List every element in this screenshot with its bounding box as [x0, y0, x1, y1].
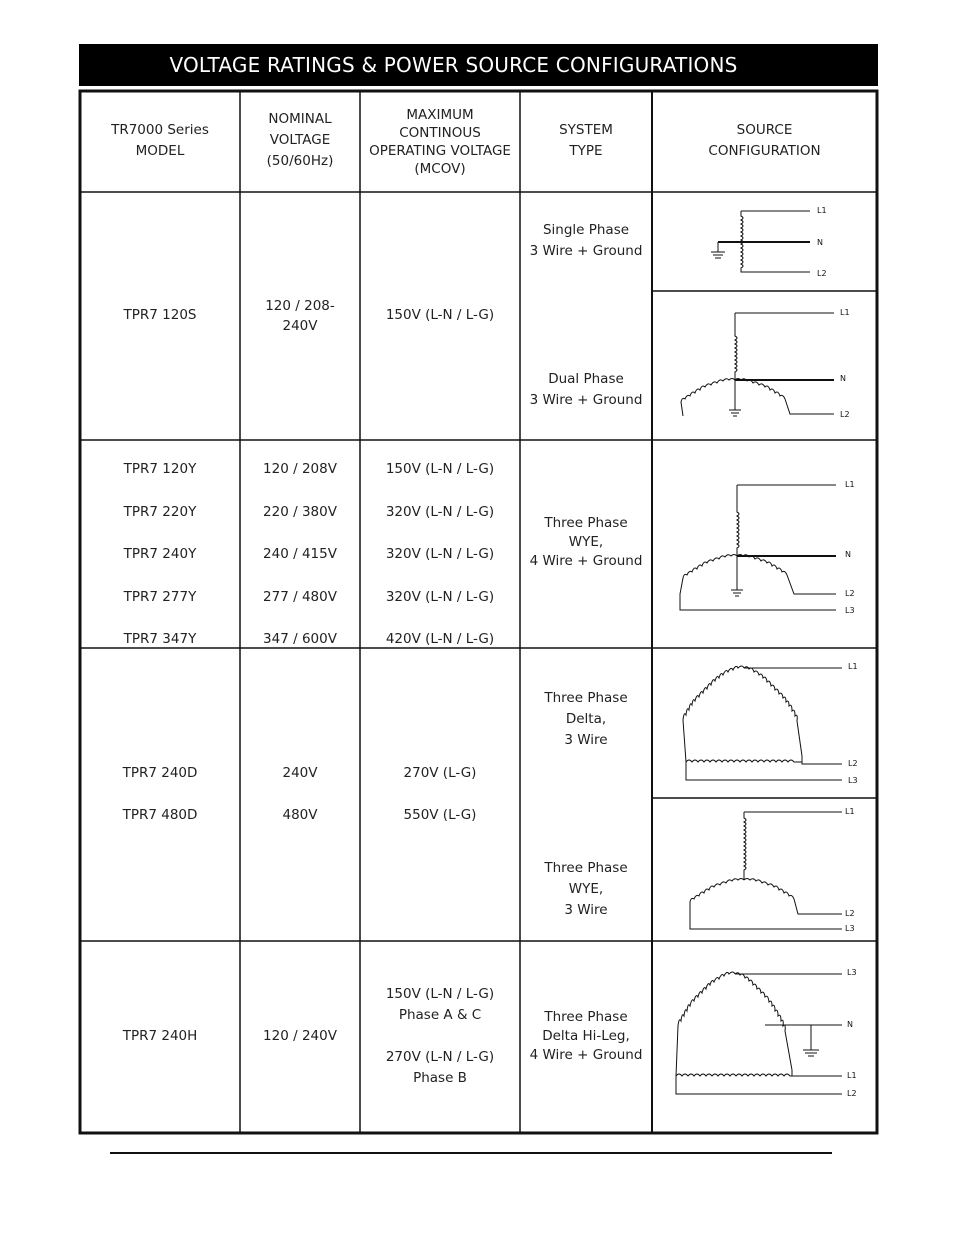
terminal-label: L1 — [847, 1071, 857, 1080]
mcov-cell: 320V (L-N / L-G) — [385, 546, 495, 562]
terminal-label: L3 — [847, 968, 857, 977]
model-cell: TPR7 480D — [122, 807, 198, 823]
model-cell: TPR7 220Y — [123, 503, 197, 520]
terminal-label: N — [845, 550, 851, 559]
terminal-label: L2 — [847, 1089, 857, 1098]
mcov-cell: 550V (L-G) — [403, 807, 477, 823]
nominal-voltage-list — [240, 448, 360, 661]
mcov-list — [360, 752, 520, 836]
model-cell: TPR7 240H — [122, 1028, 198, 1044]
terminal-label: L2 — [817, 269, 827, 278]
mcov-cell: 420V (L-N / L-G) — [385, 631, 495, 647]
nominal-voltage-cell: 220 / 380V — [263, 503, 337, 520]
model-cell: TPR7 120Y — [123, 461, 197, 477]
terminal-label: L1 — [817, 206, 827, 215]
terminal-label: L2 — [848, 759, 858, 768]
header-source-configuration: SOURCE CONFIGURATION — [708, 122, 821, 159]
header-model: TR7000 Series MODEL — [111, 122, 209, 159]
nominal-voltage-cell: 277 / 480V — [263, 588, 337, 605]
system-type-cell: Three Phase Delta, 3 Wire — [544, 690, 628, 748]
header-nominal-voltage: NOMINAL VOLTAGE (50/60Hz) — [266, 111, 334, 169]
mcov-list — [360, 448, 520, 661]
terminal-label: L2 — [845, 589, 855, 598]
header-mcov: MAXIMUM CONTINOUS OPERATING VOLTAGE (MCOV) — [369, 107, 511, 177]
model-cell: TPR7 347Y — [123, 631, 197, 647]
terminal-label: L3 — [845, 606, 855, 615]
mcov-cell: 320V (L-N / L-G) — [385, 503, 495, 520]
nominal-voltage-cell: 347 / 600V — [263, 631, 337, 647]
nominal-voltage-cell: 120 / 240V — [263, 1028, 337, 1044]
model-cell: TPR7 277Y — [123, 588, 197, 605]
mcov-cell: 150V (L-N / L-G) — [385, 461, 495, 477]
model-cell: TPR7 240D — [122, 765, 198, 781]
mcov-cell: 320V (L-N / L-G) — [385, 588, 495, 605]
terminal-label: L1 — [845, 480, 855, 489]
mcov-cell: 150V (L-N / L-G) Phase A & C 270V (L-N / L-G) Phase B — [385, 986, 495, 1086]
nominal-voltage-cell: 120 / 208V — [263, 461, 337, 477]
terminal-label: N — [847, 1020, 853, 1029]
mcov-cell: 270V (L-G) — [403, 765, 477, 781]
footer-rule — [110, 1152, 832, 1154]
terminal-label: L1 — [845, 807, 855, 816]
model-cell: TPR7 240Y — [123, 546, 197, 562]
delta-hi-leg-diagram — [676, 972, 842, 1094]
terminal-label: N — [817, 238, 823, 247]
header-system-type: SYSTEM TYPE — [559, 122, 613, 159]
terminal-label: N — [840, 374, 846, 383]
nominal-voltage-cell: 240 / 415V — [263, 546, 337, 562]
system-type-cell: Single Phase 3 Wire + Ground — [529, 222, 643, 259]
wye-4wire-diagram — [680, 485, 836, 610]
dual-phase-diagram — [681, 313, 834, 416]
terminal-label: L1 — [848, 662, 858, 671]
wye-3wire-diagram — [690, 812, 842, 929]
single-phase-diagram — [711, 211, 810, 272]
nominal-voltage-cell: 480V — [282, 807, 318, 823]
nominal-voltage-cell: 120 / 208- 240V — [265, 298, 335, 334]
nominal-voltage-list — [240, 752, 360, 836]
system-type-cell: Three Phase WYE, 3 Wire — [544, 860, 628, 918]
delta-3wire-diagram — [683, 666, 842, 780]
terminal-label: L3 — [845, 924, 855, 933]
system-type-cell: Three Phase WYE, 4 Wire + Ground — [529, 515, 643, 569]
nominal-voltage-cell: 240V — [282, 765, 318, 781]
system-type-cell: Dual Phase 3 Wire + Ground — [529, 371, 643, 408]
page-title: VOLTAGE RATINGS & POWER SOURCE CONFIGURATIONS — [169, 53, 738, 77]
system-type-cell: Three Phase Delta Hi-Leg, 4 Wire + Ground — [529, 1009, 643, 1063]
terminal-label: L2 — [840, 410, 850, 419]
model-list — [80, 448, 240, 661]
model-list — [80, 752, 240, 836]
terminal-label: L2 — [845, 909, 855, 918]
model-cell: TPR7 120S — [123, 307, 197, 323]
mcov-cell: 150V (L-N / L-G) — [385, 307, 495, 323]
terminal-label: L1 — [840, 308, 850, 317]
terminal-label: L3 — [848, 776, 858, 785]
